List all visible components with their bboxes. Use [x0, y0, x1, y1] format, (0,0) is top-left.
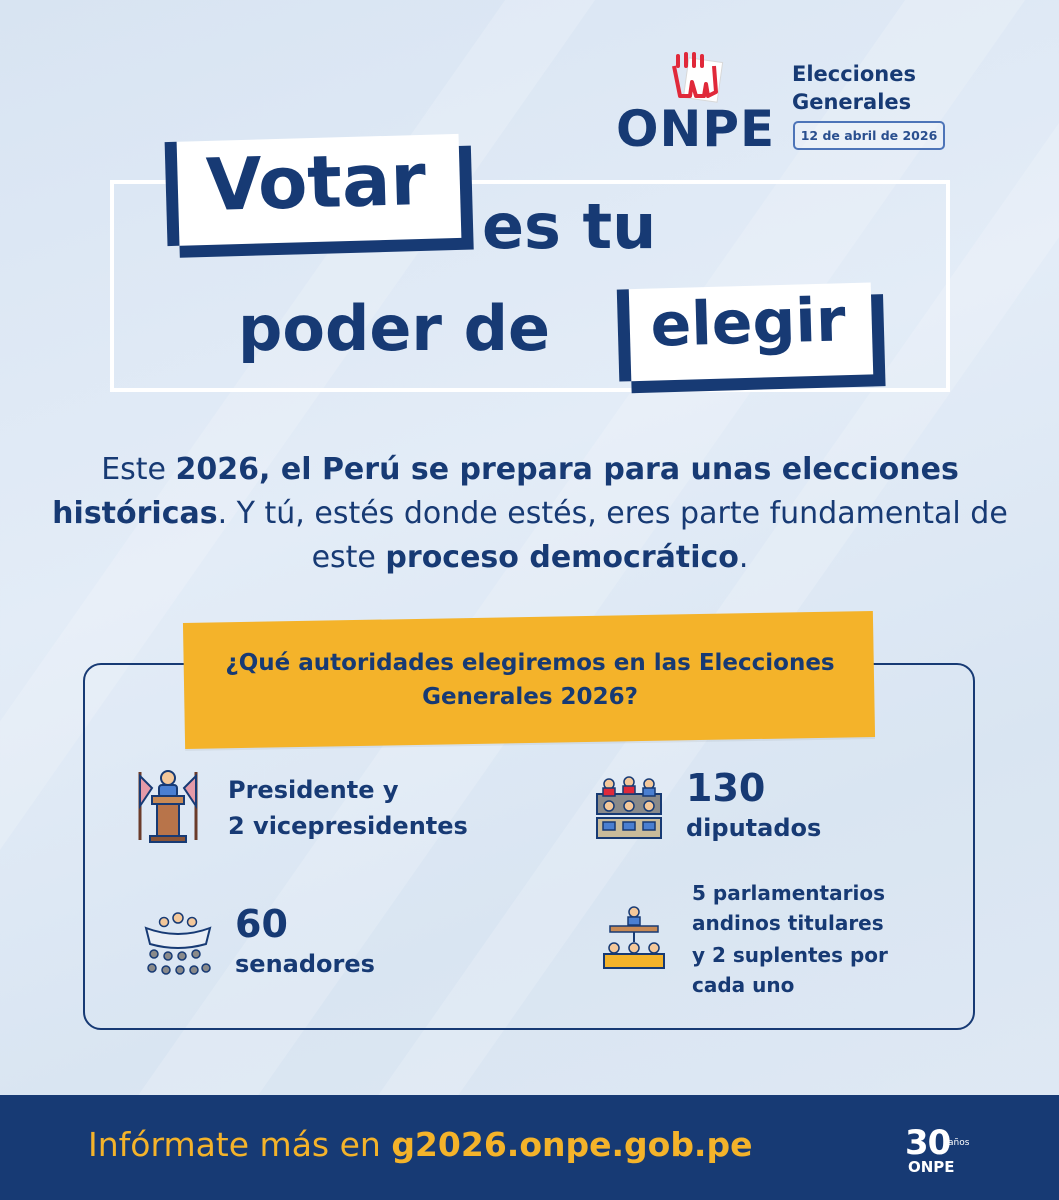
intro-text: . Y tú, estés donde estés, eres parte fundamental de este: [217, 496, 1008, 575]
headline-poder-de: poder de: [238, 292, 550, 365]
onpe-logo-text: ONPE: [616, 100, 776, 158]
andean-parliament-icon: [600, 904, 668, 972]
item-andean-line2: andinos titulares: [692, 911, 884, 935]
item-president-line1: Presidente y: [228, 776, 399, 804]
item-deputies-number: 130: [686, 766, 766, 810]
headline-elegir: elegir: [649, 285, 847, 361]
item-senators-number: 60: [235, 902, 288, 946]
intro-paragraph: [50, 448, 1010, 580]
intro-text: .: [738, 540, 749, 575]
anniversary-number: 30: [905, 1123, 951, 1163]
item-andean-line1: 5 parlamentarios: [692, 881, 885, 905]
item-deputies-label: diputados: [686, 814, 822, 842]
footer-url-link[interactable]: g2026.onpe.gob.pe: [391, 1125, 753, 1164]
intro-bold-text: 2026, el Perú se prepara para unas elecciones históricas: [52, 452, 959, 531]
headline-votar: Votar: [204, 136, 428, 228]
item-president-line2: 2 vicepresidentes: [228, 812, 468, 840]
item-andean-line3: y 2 suplentes por: [692, 943, 888, 967]
authorities-heading: ¿Qué autoridades elegiremos en las Elecciones Generales 2026?: [225, 650, 835, 710]
podium-icon: [132, 766, 204, 844]
item-senators-label: senadores: [235, 950, 375, 978]
senate-icon: [140, 910, 216, 980]
footer-prefix: Infórmate más en: [88, 1125, 392, 1164]
election-title: Elecciones Generales: [792, 62, 917, 114]
intro-text: Este: [101, 452, 176, 487]
headline-es-tu: es tu: [482, 190, 657, 263]
election-date-badge: 12 de abril de 2026: [793, 121, 945, 150]
anniversary-anos: años: [948, 1138, 970, 1148]
parliament-icon: [593, 774, 665, 842]
intro-bold-text: proceso democrático: [385, 540, 739, 575]
footer-info: [88, 1125, 752, 1164]
item-andean-line4: cada uno: [692, 973, 795, 997]
anniversary-org: ONPE: [908, 1158, 955, 1176]
